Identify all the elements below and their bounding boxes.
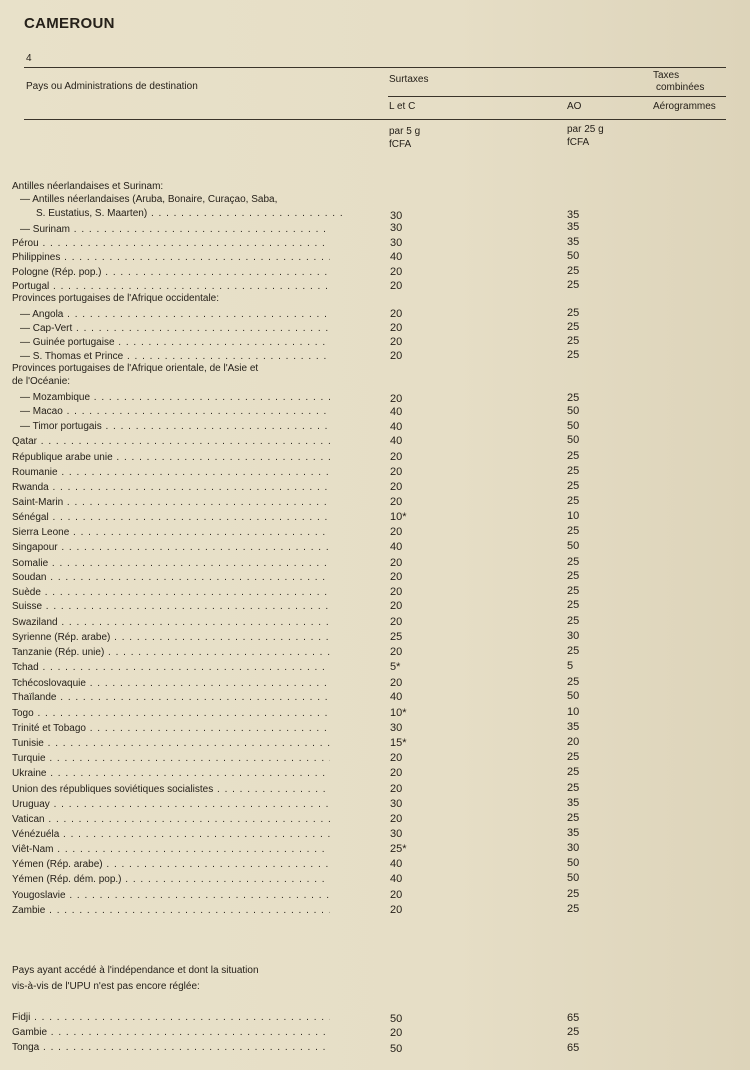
table-row-ao-value: 20	[567, 736, 580, 748]
table-row-ao-value: 25	[567, 903, 580, 915]
table-row-ao-value: 25	[567, 321, 580, 333]
table-row-lc-value: 30	[390, 798, 403, 810]
table-row-name: Yémen (Rép. arabe) . . .	[12, 858, 330, 871]
table-row-name: Pays ayant accédé à l'indépendance et dont la situation	[12, 965, 259, 976]
table-row-ao-value: 30	[567, 630, 580, 642]
table-row-ao-value: 50	[567, 872, 580, 884]
table-row-ao-value: 25	[567, 525, 580, 537]
table-row-name: — Angola . . .	[20, 308, 330, 321]
table-row-lc-value: 20	[390, 336, 403, 348]
table-row-name: Yémen (Rép. dém. pop.) . . .	[12, 873, 330, 886]
table-row-name: Provinces portugaises de l'Afrique orientale, de l'Asie et	[12, 363, 259, 374]
table-row-ao-value: 25	[567, 480, 580, 492]
table-row-name: — Guinée portugaise . . .	[20, 336, 330, 349]
table-row-name: Roumanie . . .	[12, 466, 330, 479]
column-header-combinees: combinées	[656, 82, 705, 93]
table-row-name: Vénézuéla . . .	[12, 828, 330, 841]
table-row-ao-value: 50	[567, 420, 580, 432]
table-row-ao-value: 25	[567, 1026, 580, 1038]
table-row-name: — Timor portugais . . .	[20, 420, 330, 433]
table-row-name: Vatican . . .	[12, 813, 330, 826]
table-row-name: Viêt-Nam . . .	[12, 843, 330, 856]
table-row-lc-value: 20	[390, 350, 403, 362]
table-row-ao-value: 10	[567, 510, 580, 522]
column-header-aerogrammes: Aérogrammes	[653, 101, 716, 112]
table-row-name: Union des républiques soviétiques socialistes . . .	[12, 783, 330, 796]
table-row-name: — Mozambique . . .	[20, 391, 330, 404]
table-row-lc-value: 20	[390, 646, 403, 658]
table-row-ao-value: 50	[567, 540, 580, 552]
page-number: 4	[26, 53, 32, 64]
table-row-lc-value: 40	[390, 541, 403, 553]
table-row-lc-value: 25	[390, 631, 403, 643]
table-row-lc-value: 20	[390, 616, 403, 628]
table-row-lc-value: 20	[390, 783, 403, 795]
table-row-name: Suisse . . .	[12, 600, 330, 613]
unit-lc-currency: fCFA	[389, 139, 412, 150]
table-row-lc-value: 20	[390, 496, 403, 508]
table-row-name: Saint-Marin . . .	[12, 496, 330, 509]
table-row-lc-value: 10*	[390, 511, 407, 523]
table-row-ao-value: 65	[567, 1012, 580, 1024]
table-row-ao-value: 25	[567, 766, 580, 778]
table-row-ao-value: 25	[567, 556, 580, 568]
table-row-ao-value: 35	[567, 221, 580, 233]
table-row-name: Sierra Leone . . .	[12, 526, 330, 539]
table-row-name: Togo . . .	[12, 707, 330, 720]
table-row-name: — Cap-Vert . . .	[20, 322, 330, 335]
table-row-name: — Surinam . . .	[20, 223, 330, 236]
table-row-ao-value: 50	[567, 690, 580, 702]
table-row-name: — S. Thomas et Prince . . .	[20, 350, 330, 363]
table-row-name: Sénégal . . .	[12, 511, 330, 524]
table-row-ao-value: 25	[567, 349, 580, 361]
table-row-ao-value: 25	[567, 812, 580, 824]
table-row-name: Tunisie . . .	[12, 737, 330, 750]
table-row-lc-value: 20	[390, 752, 403, 764]
column-header-taxes: Taxes	[653, 70, 680, 81]
table-row-name: Yougoslavie . . .	[12, 889, 330, 902]
page-title: CAMEROUN	[24, 15, 115, 32]
table-row-ao-value: 30	[567, 842, 580, 854]
table-row-lc-value: 50	[390, 1013, 403, 1025]
table-row-lc-value: 50	[390, 1043, 403, 1055]
table-row-name: Antilles néerlandaises et Surinam:	[12, 181, 164, 192]
table-row-ao-value: 10	[567, 706, 580, 718]
table-row-ao-value: 25	[567, 495, 580, 507]
table-row-lc-value: 20	[390, 466, 403, 478]
table-row-ao-value: 25	[567, 392, 580, 404]
table-row-name: Soudan . . .	[12, 571, 330, 584]
table-row-lc-value: 20	[390, 813, 403, 825]
table-row-ao-value: 50	[567, 250, 580, 262]
table-row-lc-value: 20	[390, 904, 403, 916]
table-row-name: Philippines . . .	[12, 251, 330, 264]
table-row-name: de l'Océanie:	[12, 376, 71, 387]
table-row-name: Zambie . . .	[12, 904, 330, 917]
table-row-lc-value: 40	[390, 251, 403, 263]
table-row-ao-value: 25	[567, 615, 580, 627]
table-row-name: — Antilles néerlandaises (Aruba, Bonaire, Curaçao, Saba,	[20, 194, 278, 205]
table-row-ao-value: 25	[567, 265, 580, 277]
table-row-ao-value: 65	[567, 1042, 580, 1054]
table-row-lc-value: 20	[390, 393, 403, 405]
table-row-lc-value: 20	[390, 308, 403, 320]
table-row-ao-value: 25	[567, 751, 580, 763]
table-row-lc-value: 20	[390, 526, 403, 538]
table-row-ao-value: 25	[567, 465, 580, 477]
table-row-name: Uruguay . . .	[12, 798, 330, 811]
table-row-lc-value: 40	[390, 873, 403, 885]
table-row-name: Provinces portugaises de l'Afrique occidentale:	[12, 293, 220, 304]
table-row-lc-value: 30	[390, 722, 403, 734]
table-row-lc-value: 30	[390, 237, 403, 249]
table-row-ao-value: 35	[567, 827, 580, 839]
table-row-ao-value: 25	[567, 450, 580, 462]
table-row-lc-value: 10*	[390, 707, 407, 719]
table-row-ao-value: 25	[567, 279, 580, 291]
table-row-ao-value: 25	[567, 335, 580, 347]
table-row-ao-value: 25	[567, 676, 580, 688]
unit-ao-weight: par 25 g	[567, 124, 604, 135]
table-row-lc-value: 40	[390, 435, 403, 447]
table-row-ao-value: 25	[567, 782, 580, 794]
table-row-lc-value: 40	[390, 691, 403, 703]
table-row-ao-value: 50	[567, 434, 580, 446]
table-row-ao-value: 25	[567, 888, 580, 900]
table-row-name: Singapour . . .	[12, 541, 330, 554]
table-row-name: vis-à-vis de l'UPU n'est pas encore réglée:	[12, 981, 200, 992]
table-row-ao-value: 50	[567, 857, 580, 869]
table-row-lc-value: 20	[390, 767, 403, 779]
table-row-name: Somalie . . .	[12, 557, 330, 570]
table-row-lc-value: 20	[390, 677, 403, 689]
table-row-name: Turquie . . .	[12, 752, 330, 765]
table-row-lc-value: 20	[390, 451, 403, 463]
column-header-ao: AO	[567, 101, 582, 112]
header-mid-rule	[388, 96, 726, 97]
table-row-lc-value: 40	[390, 858, 403, 870]
table-row-ao-value: 5	[567, 660, 574, 672]
table-row-name: Ukraine . . .	[12, 767, 330, 780]
header-top-rule	[24, 67, 726, 68]
table-row-lc-value: 20	[390, 557, 403, 569]
table-row-name: Tchad . . .	[12, 661, 330, 674]
table-row-name: Portugal . . .	[12, 280, 330, 293]
table-row-ao-value: 25	[567, 570, 580, 582]
table-row-name: Fidji . . .	[12, 1011, 330, 1024]
table-row-name: S. Eustatius, S. Maarten) . . .	[36, 207, 346, 220]
unit-lc-weight: par 5 g	[389, 126, 421, 137]
table-row-ao-value: 25	[567, 585, 580, 597]
table-row-lc-value: 40	[390, 421, 403, 433]
table-row-ao-value: 35	[567, 721, 580, 733]
column-header-surtaxes: Surtaxes	[389, 74, 429, 85]
table-row-name: Thaïlande . . .	[12, 691, 330, 704]
table-row-name: Tonga . . .	[12, 1041, 330, 1054]
table-row-ao-value: 25	[567, 307, 580, 319]
header-bottom-rule	[24, 119, 726, 120]
table-row-name: Tchécoslovaquie . . .	[12, 677, 330, 690]
table-row-lc-value: 15*	[390, 737, 407, 749]
table-row-lc-value: 20	[390, 481, 403, 493]
table-row-lc-value: 40	[390, 406, 403, 418]
table-row-lc-value: 25*	[390, 843, 407, 855]
table-row-name: Pérou . . .	[12, 237, 330, 250]
table-row-lc-value: 20	[390, 571, 403, 583]
table-row-name: Syrienne (Rép. arabe) . . .	[12, 631, 330, 644]
table-row-ao-value: 25	[567, 645, 580, 657]
table-row-lc-value: 20	[390, 600, 403, 612]
table-row-lc-value: 20	[390, 322, 403, 334]
table-row-name: Rwanda . . .	[12, 481, 330, 494]
table-row-name: Qatar . . .	[12, 435, 330, 448]
table-row-ao-value: 35	[567, 797, 580, 809]
table-row-ao-value: 35	[567, 236, 580, 248]
table-row-lc-value: 20	[390, 586, 403, 598]
table-row-lc-value: 20	[390, 266, 403, 278]
table-row-name: Swaziland . . .	[12, 616, 330, 629]
table-row-ao-value: 25	[567, 599, 580, 611]
table-row-lc-value: 30	[390, 222, 403, 234]
table-row-lc-value: 30	[390, 828, 403, 840]
table-row-lc-value: 5*	[390, 661, 401, 673]
table-row-lc-value: 20	[390, 1027, 403, 1039]
table-row-name: Suède . . .	[12, 586, 330, 599]
table-row-name: Pologne (Rép. pop.) . . .	[12, 266, 330, 279]
column-header-lc: L et C	[389, 101, 416, 112]
table-row-name: République arabe unie . . .	[12, 451, 330, 464]
table-row-name: Gambie . . .	[12, 1026, 330, 1039]
table-row-name: — Macao . . .	[20, 405, 330, 418]
column-header-country: Pays ou Administrations de destination	[26, 81, 198, 92]
unit-ao-currency: fCFA	[567, 137, 590, 148]
table-row-ao-value: 35	[567, 209, 580, 221]
table-row-lc-value: 20	[390, 889, 403, 901]
table-row-name: Trinité et Tobago . . .	[12, 722, 330, 735]
table-row-lc-value: 20	[390, 280, 403, 292]
table-row-name: Tanzanie (Rép. unie) . . .	[12, 646, 330, 659]
table-row-ao-value: 50	[567, 405, 580, 417]
table-row-lc-value: 30	[390, 210, 403, 222]
